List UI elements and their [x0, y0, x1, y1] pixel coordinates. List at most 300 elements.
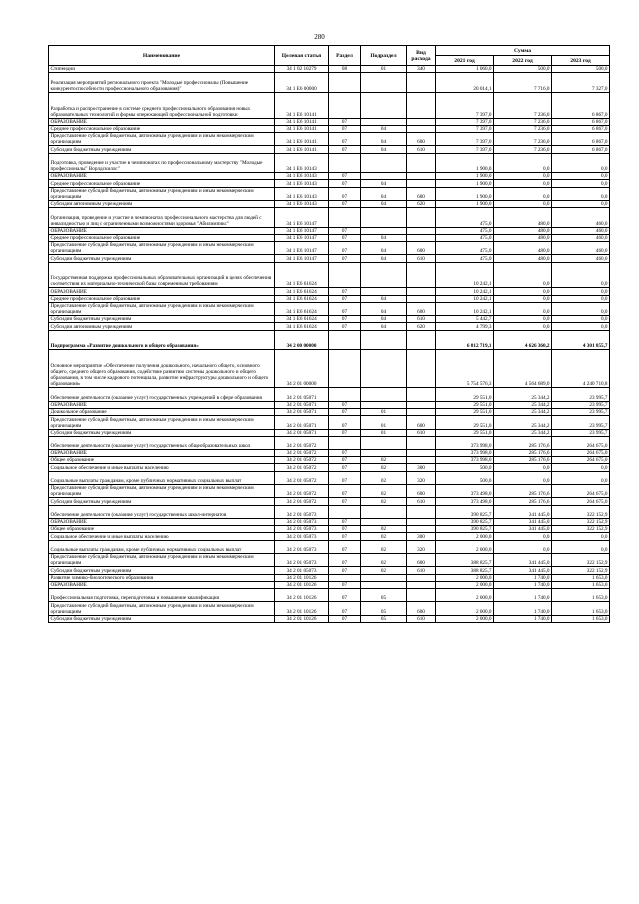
cell-name: Субсидии бюджетным учреждениям: [49, 567, 275, 574]
cell-2023: 0,0: [552, 316, 610, 323]
table-row: [49, 436, 610, 449]
cell-podrazdel: [361, 288, 407, 295]
cell-name: Организация, проведение и участие в чемпионатах профессионального мастерства для людей с инвалидностью и лиц с ограниченными возможностями здоровья "Абилимпикс": [49, 208, 275, 228]
cell-vid: 600: [407, 242, 436, 255]
cell-2022: 7 716,0: [494, 73, 552, 93]
cell-vid: [407, 180, 436, 187]
cell-podrazdel: [361, 581, 407, 588]
table-row: [49, 73, 610, 93]
cell-name: Среднее профессиональное образование: [49, 180, 275, 187]
cell-razdel: 07: [329, 401, 361, 408]
cell-razdel: 07: [329, 200, 361, 207]
cell-2023: 6 867,0: [552, 146, 610, 153]
cell-name: Среднее профессиональное образование: [49, 295, 275, 302]
cell-2023: 322 152,9: [552, 567, 610, 574]
cell-razdel: 07: [329, 526, 361, 533]
cell-vid: 610: [407, 567, 436, 574]
cell-razdel: 07: [329, 498, 361, 505]
cell-2021: 4 799,3: [436, 323, 494, 330]
cell-name: Предоставление субсидий бюджетным, автономным учреждениям и иным некоммерческим организациям: [49, 187, 275, 200]
cell-2021: 29 551,0: [436, 429, 494, 436]
table-row: [49, 581, 610, 588]
cell-podrazdel: 04: [361, 180, 407, 187]
cell-code: 34 1 Е6 10147: [275, 227, 329, 234]
cell-2021: 6 812 719,1: [436, 330, 494, 350]
cell-podrazdel: [361, 227, 407, 234]
cell-2023: 0,0: [552, 262, 610, 288]
cell-vid: 610: [407, 498, 436, 505]
cell-code: 34 1 Е6 10147: [275, 234, 329, 241]
cell-2021: 2 000,0: [436, 540, 494, 553]
cell-code: 34 1 Е6 10141: [275, 118, 329, 125]
table-row: [49, 533, 610, 540]
table-row: [49, 408, 610, 415]
cell-vid: 610: [407, 146, 436, 153]
cell-2021: 373 998,0: [436, 450, 494, 457]
cell-2023: 0,0: [552, 288, 610, 295]
cell-razdel: [329, 330, 361, 350]
table-row: [49, 234, 610, 241]
cell-razdel: [329, 92, 361, 118]
cell-razdel: 07: [329, 429, 361, 436]
table-row: [49, 295, 610, 302]
cell-podrazdel: 02: [361, 540, 407, 553]
cell-2021: 475,0: [436, 208, 494, 228]
cell-razdel: 07: [329, 125, 361, 132]
cell-podrazdel: 02: [361, 457, 407, 464]
cell-razdel: 07: [329, 581, 361, 588]
cell-2021: 373 998,0: [436, 436, 494, 449]
table-row: [49, 588, 610, 601]
cell-2023: 322 152,9: [552, 526, 610, 533]
cell-2021: 373 498,0: [436, 498, 494, 505]
cell-vid: [407, 288, 436, 295]
cell-2021: 7 397,0: [436, 146, 494, 153]
cell-2021: 1 900,0: [436, 153, 494, 173]
cell-2021: 475,0: [436, 234, 494, 241]
cell-podrazdel: 05: [361, 615, 407, 622]
cell-vid: 300: [407, 464, 436, 471]
cell-2023: 7 327,0: [552, 73, 610, 93]
cell-2023: 264 675,0: [552, 498, 610, 505]
table-row: [49, 330, 610, 350]
cell-2021: 1 060,0: [436, 66, 494, 73]
cell-podrazdel: 04: [361, 316, 407, 323]
cell-2023: 460,0: [552, 227, 610, 234]
cell-2021: 7 397,0: [436, 132, 494, 145]
header-vid: Вид расхода: [407, 46, 436, 66]
header-code: Целевая статья: [275, 46, 329, 66]
cell-code: 34 1 Е6 10147: [275, 255, 329, 262]
cell-2021: 10 242,1: [436, 288, 494, 295]
cell-name: Предоставление субсидий бюджетным, автономным учреждениям и иным некоммерческим организациям: [49, 602, 275, 615]
cell-podrazdel: [361, 173, 407, 180]
cell-vid: [407, 73, 436, 93]
table-row: [49, 505, 610, 518]
cell-vid: [407, 173, 436, 180]
cell-2021: 20 014,1: [436, 73, 494, 93]
cell-2022: 4 626 360,2: [494, 330, 552, 350]
cell-vid: 600: [407, 553, 436, 566]
cell-2023: 0,0: [552, 295, 610, 302]
cell-podrazdel: [361, 153, 407, 173]
cell-2023: 460,0: [552, 234, 610, 241]
cell-2022: 1 740,0: [494, 602, 552, 615]
cell-podrazdel: 04: [361, 200, 407, 207]
cell-2021: 373 998,0: [436, 457, 494, 464]
cell-podrazdel: 04: [361, 242, 407, 255]
cell-podrazdel: 02: [361, 485, 407, 498]
table-row: [49, 401, 610, 408]
table-row: [49, 302, 610, 315]
cell-name: Разработка и распространение в системе среднего профессионального образования новых образовательных технологий и формы опережающей профессиональной подготовки: [49, 92, 275, 118]
cell-vid: 610: [407, 429, 436, 436]
cell-razdel: 07: [329, 227, 361, 234]
cell-2022: 480,0: [494, 242, 552, 255]
cell-2023: 23 995,7: [552, 401, 610, 408]
cell-podrazdel: [361, 118, 407, 125]
cell-vid: 600: [407, 416, 436, 429]
cell-razdel: 07: [329, 540, 361, 553]
cell-2023: 1 653,0: [552, 574, 610, 581]
cell-vid: [407, 388, 436, 401]
cell-code: 34 1 Е6 61624: [275, 288, 329, 295]
cell-razdel: 08: [329, 66, 361, 73]
cell-2022: 1 740,0: [494, 581, 552, 588]
cell-code: 34 2 01 05071: [275, 408, 329, 415]
cell-vid: 320: [407, 471, 436, 484]
cell-vid: [407, 505, 436, 518]
cell-podrazdel: 04: [361, 302, 407, 315]
cell-podrazdel: 04: [361, 234, 407, 241]
cell-2022: 25 344,2: [494, 388, 552, 401]
cell-code: 34 2 01 05071: [275, 416, 329, 429]
cell-name: Профессиональная подготовка, переподготовка и повышение квалификации: [49, 588, 275, 601]
cell-podrazdel: 01: [361, 416, 407, 429]
cell-2021: 388 825,7: [436, 567, 494, 574]
cell-razdel: 07: [329, 615, 361, 622]
cell-2023: 1 653,0: [552, 581, 610, 588]
cell-2022: 0,0: [494, 302, 552, 315]
cell-2023: 0,0: [552, 200, 610, 207]
cell-vid: 600: [407, 132, 436, 145]
cell-vid: [407, 350, 436, 388]
cell-vid: [407, 153, 436, 173]
cell-2023: 460,0: [552, 208, 610, 228]
cell-name: Основное мероприятие «Обеспечение получения дошкольного, начального общего, основного общего, среднего общего образования, содействие развитию системы дошкольного и общего образования, в том числе кадрового потенциала, развитие инфраструктуры дошкольного и общего образования»: [49, 350, 275, 388]
cell-code: 34 1 Е6 10141: [275, 92, 329, 118]
cell-razdel: 07: [329, 118, 361, 125]
table-row: [49, 615, 610, 622]
cell-razdel: [329, 505, 361, 518]
cell-vid: 610: [407, 255, 436, 262]
cell-podrazdel: [361, 401, 407, 408]
cell-2023: 0,0: [552, 540, 610, 553]
cell-vid: 300: [407, 533, 436, 540]
cell-vid: [407, 227, 436, 234]
table-row: [49, 288, 610, 295]
cell-name: Обеспечение деятельности (оказание услуг) государственных школ-интернатов: [49, 505, 275, 518]
cell-podrazdel: 04: [361, 146, 407, 153]
cell-code: 34 2 01 05072: [275, 436, 329, 449]
cell-razdel: 07: [329, 519, 361, 526]
cell-2021: 2 000,0: [436, 581, 494, 588]
cell-2022: 341 445,0: [494, 567, 552, 574]
cell-2021: 5 442,7: [436, 316, 494, 323]
cell-podrazdel: 04: [361, 323, 407, 330]
cell-2023: 23 995,7: [552, 388, 610, 401]
cell-vid: [407, 450, 436, 457]
cell-2021: 29 551,0: [436, 401, 494, 408]
cell-name: ОБРАЗОВАНИЕ: [49, 450, 275, 457]
cell-razdel: 07: [329, 180, 361, 187]
cell-podrazdel: 02: [361, 471, 407, 484]
cell-2022: 480,0: [494, 227, 552, 234]
header-name: Наименование: [49, 46, 275, 66]
cell-code: 34 2 01 05071: [275, 401, 329, 408]
cell-2023: 1 653,0: [552, 588, 610, 601]
cell-code: 34 2 00 00000: [275, 330, 329, 350]
cell-2022: 25 344,2: [494, 429, 552, 436]
cell-podrazdel: 04: [361, 187, 407, 200]
cell-2022: 341 445,0: [494, 505, 552, 518]
cell-code: 34 1 Е6 61624: [275, 302, 329, 315]
cell-2021: 2 000,0: [436, 602, 494, 615]
cell-name: Социальное обеспечение и иные выплаты населению: [49, 464, 275, 471]
cell-name: ОБРАЗОВАНИЕ: [49, 581, 275, 588]
cell-name: Реализация мероприятий регионального проекта "Молодые профессионалы (Повышение конкурентоспособности профессионального образования)": [49, 73, 275, 93]
cell-vid: [407, 519, 436, 526]
cell-2022: 0,0: [494, 200, 552, 207]
cell-2022: 7 236,0: [494, 125, 552, 132]
table-row: [49, 553, 610, 566]
cell-razdel: 07: [329, 295, 361, 302]
cell-name: Общее образование: [49, 526, 275, 533]
table-row: [49, 66, 610, 73]
cell-vid: [407, 330, 436, 350]
cell-razdel: 07: [329, 464, 361, 471]
cell-razdel: [329, 262, 361, 288]
cell-podrazdel: [361, 388, 407, 401]
cell-2022: 25 344,2: [494, 401, 552, 408]
cell-vid: 620: [407, 200, 436, 207]
cell-2022: 7 236,0: [494, 92, 552, 118]
cell-name: ОБРАЗОВАНИЕ: [49, 173, 275, 180]
page-number: 280: [314, 33, 325, 41]
cell-2021: 10 242,1: [436, 302, 494, 315]
cell-2022: 480,0: [494, 234, 552, 241]
cell-code: 34 2 01 10126: [275, 602, 329, 615]
cell-podrazdel: 05: [361, 588, 407, 601]
cell-name: Среднее профессиональное образование: [49, 125, 275, 132]
cell-2022: 480,0: [494, 255, 552, 262]
cell-2023: 500,0: [552, 66, 610, 73]
cell-code: 34 2 01 05073: [275, 519, 329, 526]
cell-name: Субсидии бюджетным учреждениям: [49, 498, 275, 505]
cell-2022: 0,0: [494, 295, 552, 302]
cell-name: Дошкольное образование: [49, 408, 275, 415]
cell-code: 34 2 01 10126: [275, 574, 329, 581]
cell-name: Социальное обеспечение и иные выплаты населению: [49, 533, 275, 540]
cell-razdel: 07: [329, 553, 361, 566]
cell-razdel: 07: [329, 588, 361, 601]
cell-code: 34 2 01 00000: [275, 350, 329, 388]
cell-2021: 5 754 576,3: [436, 350, 494, 388]
cell-vid: [407, 125, 436, 132]
cell-2021: 475,0: [436, 242, 494, 255]
table-row: [49, 485, 610, 498]
cell-razdel: 07: [329, 173, 361, 180]
cell-2023: 0,0: [552, 180, 610, 187]
table-row: [49, 602, 610, 615]
cell-razdel: 07: [329, 450, 361, 457]
cell-podrazdel: [361, 262, 407, 288]
cell-podrazdel: 02: [361, 526, 407, 533]
cell-code: 34 2 01 05072: [275, 471, 329, 484]
table-row: [49, 567, 610, 574]
cell-name: Предоставление субсидий бюджетным, автономным учреждениям и иным некоммерческим организациям: [49, 242, 275, 255]
cell-2021: 388 825,7: [436, 553, 494, 566]
cell-podrazdel: [361, 574, 407, 581]
cell-2023: 0,0: [552, 173, 610, 180]
cell-2022: 25 344,2: [494, 416, 552, 429]
table-row: [49, 125, 610, 132]
cell-podrazdel: [361, 73, 407, 93]
cell-name: ОБРАЗОВАНИЕ: [49, 519, 275, 526]
cell-2023: 6 867,0: [552, 118, 610, 125]
cell-vid: [407, 208, 436, 228]
cell-2022: 1 740,0: [494, 615, 552, 622]
cell-2023: 1 653,0: [552, 615, 610, 622]
cell-razdel: 07: [329, 302, 361, 315]
cell-2021: 10 242,1: [436, 262, 494, 288]
cell-code: 34 2 01 05072: [275, 498, 329, 505]
cell-2022: 25 344,2: [494, 408, 552, 415]
cell-code: 34 2 01 05072: [275, 464, 329, 471]
cell-name: Предоставление субсидий бюджетным, автономным учреждениям и иным некоммерческим организациям: [49, 416, 275, 429]
cell-code: 34 1 Е6 10143: [275, 173, 329, 180]
cell-name: Социальные выплаты гражданам, кроме публичных нормативных социальных выплат: [49, 471, 275, 484]
cell-vid: [407, 92, 436, 118]
header-razdel: Раздел: [329, 46, 361, 66]
cell-2023: 264 675,0: [552, 450, 610, 457]
table-row: [49, 146, 610, 153]
cell-2021: 7 397,0: [436, 118, 494, 125]
cell-2022: 0,0: [494, 471, 552, 484]
cell-vid: [407, 262, 436, 288]
cell-podrazdel: 02: [361, 533, 407, 540]
cell-2021: 2 000,0: [436, 533, 494, 540]
cell-2023: 23 995,7: [552, 408, 610, 415]
cell-2023: 0,0: [552, 187, 610, 200]
cell-razdel: [329, 350, 361, 388]
cell-2023: 460,0: [552, 255, 610, 262]
cell-name: ОБРАЗОВАНИЕ: [49, 288, 275, 295]
cell-vid: [407, 581, 436, 588]
cell-2023: 264 675,0: [552, 436, 610, 449]
cell-2023: 1 653,0: [552, 602, 610, 615]
cell-name: Субсидии автономным учреждениям: [49, 323, 275, 330]
cell-2022: 341 445,0: [494, 519, 552, 526]
cell-podrazdel: [361, 330, 407, 350]
cell-razdel: [329, 388, 361, 401]
cell-vid: [407, 234, 436, 241]
cell-name: ОБРАЗОВАНИЕ: [49, 118, 275, 125]
cell-vid: 620: [407, 323, 436, 330]
cell-razdel: 07: [329, 234, 361, 241]
cell-2022: 7 236,0: [494, 146, 552, 153]
cell-code: 34 1 Е6 10143: [275, 180, 329, 187]
cell-vid: [407, 118, 436, 125]
cell-2022: 341 445,0: [494, 553, 552, 566]
table-body: [49, 66, 610, 623]
cell-code: 34 1 Е6 10141: [275, 125, 329, 132]
table-row: [49, 457, 610, 464]
cell-2023: 4 240 710,8: [552, 350, 610, 388]
cell-2022: 285 176,6: [494, 436, 552, 449]
cell-name: Обеспечение деятельности (оказание услуг) государственных общеобразовательных школ: [49, 436, 275, 449]
cell-code: 34 1 Е6 10141: [275, 146, 329, 153]
header-podrazdel: Подраздел: [361, 46, 407, 66]
cell-2022: 1 740,0: [494, 588, 552, 601]
cell-name: Общее образование: [49, 457, 275, 464]
cell-2022: 341 445,0: [494, 526, 552, 533]
cell-2023: 0,0: [552, 323, 610, 330]
cell-code: 34 1 Е6 00000: [275, 73, 329, 93]
cell-2022: 1 740,0: [494, 574, 552, 581]
cell-code: 34 1 Е6 10143: [275, 200, 329, 207]
cell-razdel: 07: [329, 132, 361, 145]
cell-code: 34 1 02 10279: [275, 66, 329, 73]
cell-2022: 0,0: [494, 316, 552, 323]
cell-2021: 475,0: [436, 255, 494, 262]
cell-code: 34 2 01 05073: [275, 533, 329, 540]
cell-name: Предоставление субсидий бюджетным, автономным учреждениям и иным некоммерческим организациям: [49, 302, 275, 315]
cell-2023: 6 867,0: [552, 125, 610, 132]
cell-2021: 29 551,0: [436, 408, 494, 415]
cell-2023: 264 675,0: [552, 485, 610, 498]
cell-razdel: [329, 73, 361, 93]
cell-razdel: 07: [329, 602, 361, 615]
cell-2022: 7 236,0: [494, 118, 552, 125]
table-row: [49, 574, 610, 581]
cell-name: Субсидии бюджетным учреждениям: [49, 615, 275, 622]
table-row: [49, 187, 610, 200]
cell-vid: [407, 408, 436, 415]
cell-name: Обеспечение деятельности (оказание услуг) государственных учреждений в сфере образования: [49, 388, 275, 401]
cell-2023: 0,0: [552, 153, 610, 173]
table-row: [49, 153, 610, 173]
cell-2021: 7 397,0: [436, 92, 494, 118]
cell-2022: 0,0: [494, 533, 552, 540]
table-row: [49, 464, 610, 471]
cell-code: 34 1 Е6 10147: [275, 208, 329, 228]
cell-2021: 1 900,0: [436, 200, 494, 207]
cell-2022: 285 176,6: [494, 485, 552, 498]
cell-podrazdel: 05: [361, 602, 407, 615]
cell-code: 34 2 01 10126: [275, 615, 329, 622]
table-row: [49, 526, 610, 533]
cell-code: 34 2 01 05072: [275, 450, 329, 457]
cell-2021: 1 900,0: [436, 180, 494, 187]
cell-code: 34 1 Е6 61624: [275, 295, 329, 302]
cell-code: 34 2 01 05071: [275, 388, 329, 401]
cell-2021: 2 000,0: [436, 588, 494, 601]
cell-razdel: 07: [329, 471, 361, 484]
cell-podrazdel: 02: [361, 464, 407, 471]
cell-podrazdel: [361, 92, 407, 118]
cell-name: Субсидии бюджетным учреждениям: [49, 429, 275, 436]
